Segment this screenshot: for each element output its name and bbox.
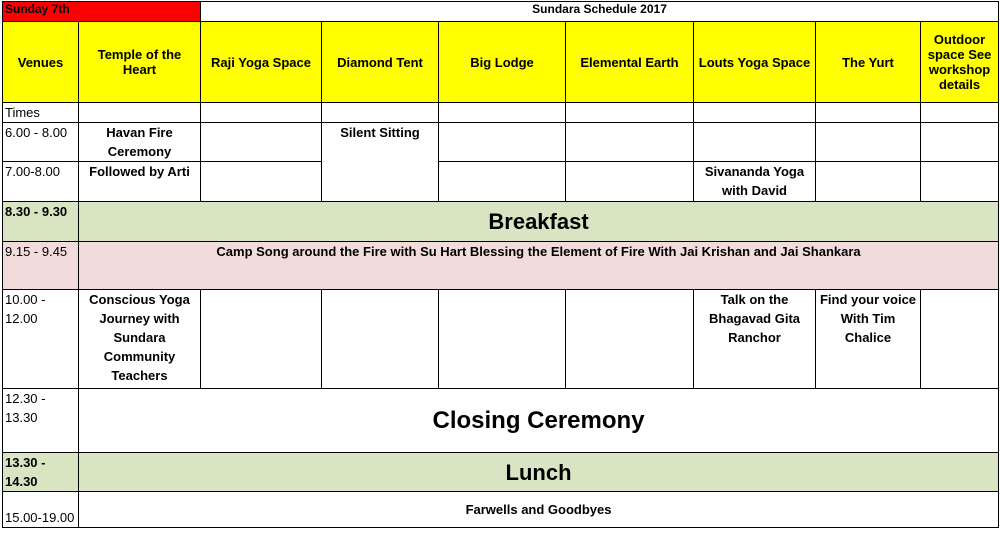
time-cell: 13.30 - 14.30 — [3, 453, 79, 492]
time-cell: 12.30 - 13.30 — [3, 389, 79, 453]
venue-big-lodge: Big Lodge — [439, 22, 566, 103]
schedule-table — [2, 1, 999, 528]
session-sivananda: Sivananda Yoga with David — [694, 162, 816, 202]
venues-header: Venues — [3, 22, 79, 103]
time-cell: 9.15 - 9.45 — [3, 242, 79, 290]
session-conscious-yoga: Conscious Yoga Journey with Sundara Community Teachers — [79, 290, 201, 389]
schedule-title: Sundara Schedule 2017 — [201, 2, 999, 22]
day-label: Sunday 7th — [3, 2, 201, 22]
session-havan: Havan Fire Ceremony — [79, 123, 201, 162]
lunch-label: Lunch — [79, 453, 999, 492]
camp-song-label: Camp Song around the Fire with Su Hart Blessing the Element of Fire With Jai Krishan and Jai Shankara — [79, 242, 999, 290]
venue-temple: Temple of the Heart — [79, 22, 201, 103]
venue-louts: Louts Yoga Space — [694, 22, 816, 103]
session-arti: Followed by Arti — [79, 162, 201, 202]
venue-outdoor: Outdoor space See workshop details — [921, 22, 999, 103]
session-silent-sitting: Silent Sitting — [322, 123, 439, 202]
time-cell: 15.00-19.00 — [3, 492, 79, 528]
venue-diamond: Diamond Tent — [322, 22, 439, 103]
breakfast-label: Breakfast — [79, 202, 999, 242]
times-label: Times — [3, 103, 79, 123]
session-bhagavad-gita: Talk on the Bhagavad Gita Ranchor — [694, 290, 816, 389]
closing-ceremony-label: Closing Ceremony — [79, 389, 999, 453]
farewell-label: Farwells and Goodbyes — [79, 492, 999, 528]
venue-raji: Raji Yoga Space — [201, 22, 322, 103]
venue-yurt: The Yurt — [816, 22, 921, 103]
time-cell: 8.30 - 9.30 — [3, 202, 79, 242]
session-find-your-voice: Find your voice With Tim Chalice — [816, 290, 921, 389]
time-cell: 7.00-8.00 — [3, 162, 79, 202]
venue-elemental-earth: Elemental Earth — [566, 22, 694, 103]
time-cell: 6.00 - 8.00 — [3, 123, 79, 162]
time-cell: 10.00 - 12.00 — [3, 290, 79, 389]
